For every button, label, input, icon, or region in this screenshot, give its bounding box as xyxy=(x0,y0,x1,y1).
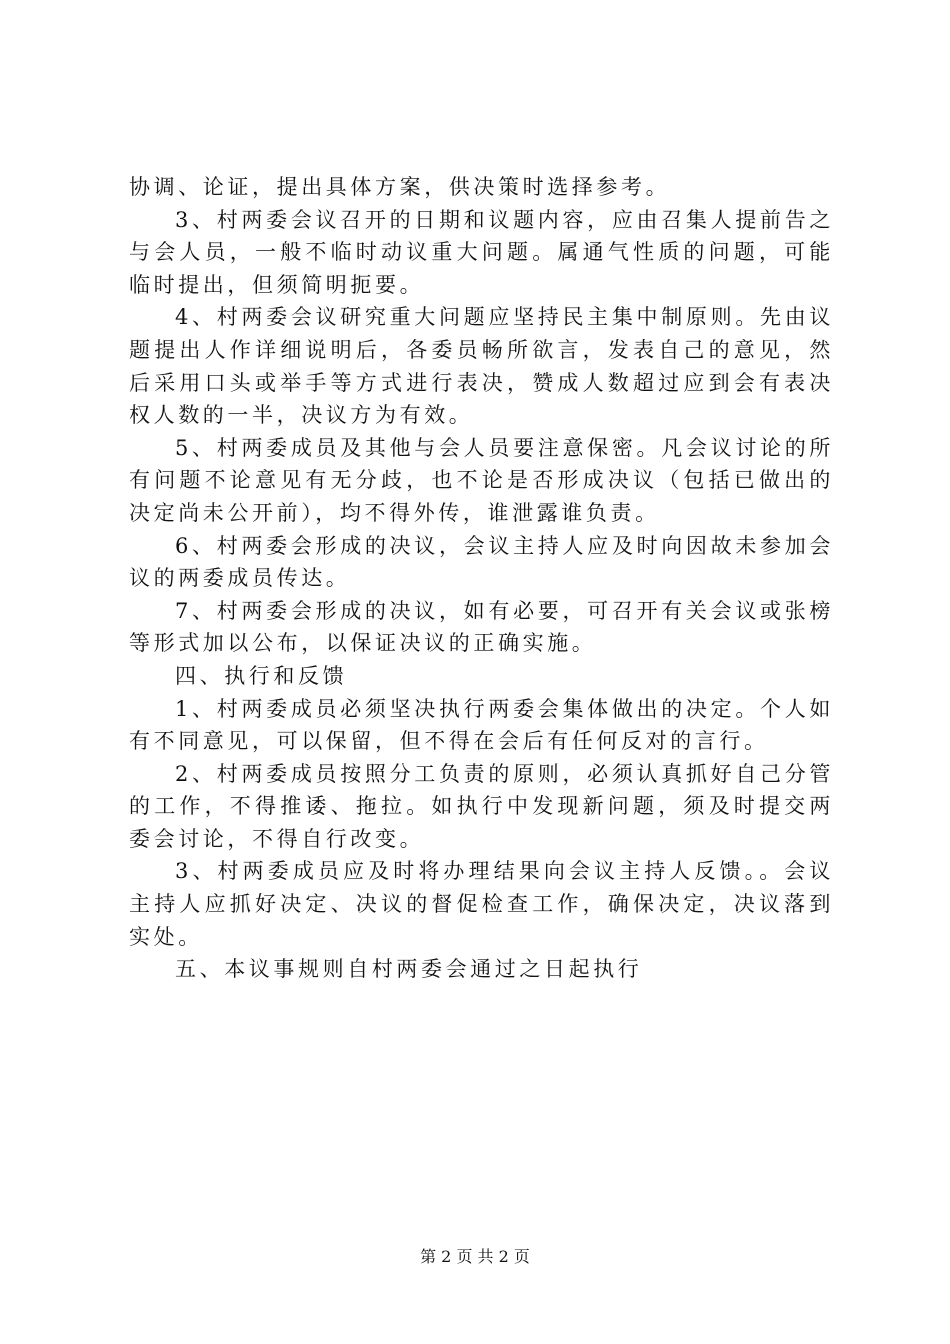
section-heading-execution-feedback: 四、执行和反馈 xyxy=(175,663,348,688)
paragraph-item-7-publication: 7、村两委会形成的决议，如有必要，可召开有关会议或张榜等形式加以公布，以保证决议的正确实施。 xyxy=(129,598,834,656)
paragraph-item-6-resolution-relay: 6、村两委会形成的决议，会议主持人应及时向因故未参加会议的两委成员传达。 xyxy=(129,533,834,591)
page-number-footer: 第 2 页 共 2 页 xyxy=(420,1247,530,1266)
paragraph-item-3-meeting-notice: 3、村两委会议召开的日期和议题内容，应由召集人提前告之与会人员，一般不临时动议重大问题。属通气性质的问题，可能临时提出，但须简明扼要。 xyxy=(129,207,834,297)
paragraph-item-5-confidentiality: 5、村两委成员及其他与会人员要注意保密。凡会议讨论的所有问题不论意见有无分歧，也不论是否形成决议（包括已做出的决定尚未公开前），均不得外传，谁泄露谁负责。 xyxy=(129,435,834,525)
document-body xyxy=(129,171,834,986)
paragraph-continuation: 协调、论证，提出具体方案，供决策时选择参考。 xyxy=(129,175,671,199)
paragraph-item-4-democratic-centralism: 4、村两委会议研究重大问题应坚持民主集中制原则。先由议题提出人作详细说明后，各委员畅所欲言，发表自己的意见，然后采用口头或举手等方式进行表决，赞成人数超过应到会有表决权人数的一半，决议方为有效。 xyxy=(129,305,834,428)
paragraph-exec-item-1: 1、村两委成员必须坚决执行两委会集体做出的决定。个人如有不同意见，可以保留，但不得在会后有任何反对的言行。 xyxy=(129,696,834,754)
paragraph-exec-item-3: 3、村两委成员应及时将办理结果向会议主持人反馈。。会议主持人应抓好决定、决议的督促检查工作，确保决定，决议落到实处。 xyxy=(129,859,834,949)
paragraph-exec-item-2: 2、村两委成员按照分工负责的原则，必须认真抓好自己分管的工作，不得推诿、拖拉。如执行中发现新问题，须及时提交两委会讨论，不得自行改变。 xyxy=(129,761,834,851)
section-heading-effective-date: 五、本议事规则自村两委会通过之日起执行 xyxy=(175,957,643,982)
